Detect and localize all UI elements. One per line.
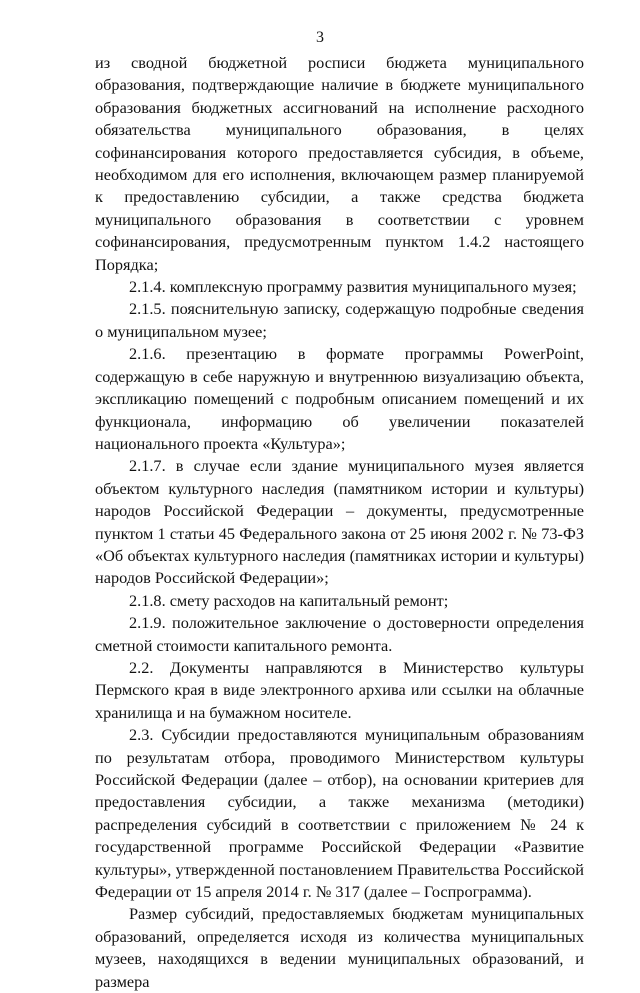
paragraph-2-3: 2.3. Субсидии предоставляются муниципальным образованиям по результатам отбора, проводимого Министерством культуры Российской Федерации (далее – отбор), на основании критериев для предоставления субсидии, а также механизма (методики) распределения субсидий в соответствии с приложением № 24 к государственной программе Российской Федерации «Развитие культуры», утвержденной постановлением Правительства Российской Федерации от 15 апреля 2014 г. № 317 (далее – Госпрограмма). [95,725,584,902]
page-number: 3 [316,29,324,46]
paragraph-subsidy-size: Размер субсидий, предоставляемых бюджетам муниципальных образований, определяется исходя из количества муниципальных музеев, находящихся в ведении муниципальных образований, и размера [95,904,584,991]
paragraph-2-1-4: 2.1.4. комплексную программу развития муниципального музея; [129,277,577,297]
paragraph-2-1-6: 2.1.6. презентацию в формате программы PowerPoint, содержащую в себе наружную и внутреннюю визуализацию объекта, экспликацию помещений с подробным описанием помещений и их функционала, информацию об увеличении показателей национального проекта «Культура»; [95,344,584,453]
paragraph-2-2: 2.2. Документы направляются в Министерство культуры Пермского края в виде электронного архива или ссылки на облачные хранилища и на бумажном носителе. [95,657,584,722]
document-body [95,52,584,993]
paragraph-2-1-9: 2.1.9. положительное заключение о достоверности определения сметной стоимости капитального ремонта. [95,613,584,655]
paragraph-2-1-7: 2.1.7. в случае если здание муниципального музея является объектом культурного наследия (памятником истории и культуры) народов Российской Федерации – документы, предусмотренные пунктом 1 статьи 45 Федерального закона от 25 июня 2002 г. № 73-ФЗ «Об объектах культурного наследия (памятниках истории и культуры) народов Российской Федерации»; [95,456,584,588]
paragraph-2-1-8: 2.1.8. смету расходов на капитальный ремонт; [129,590,449,610]
paragraph-2-1-5: 2.1.5. пояснительную записку, содержащую подробные сведения о муниципальном музее; [95,299,584,341]
paragraph-continuation: из сводной бюджетной росписи бюджета муниципального образования, подтверждающие наличие в бюджете муниципального образования бюджетных ассигнований на исполнение расходного обязательства муниципального образования, в целях софинансирования которого предоставляется субсидия, в объеме, необходимом для его исполнения, включающем размер планируемой к предоставлению субсидии, а также средства бюджета муниципального образования в соответствии с уровнем софинансирования, предусмотренным пунктом 1.4.2 настоящего Порядка; [95,53,584,274]
